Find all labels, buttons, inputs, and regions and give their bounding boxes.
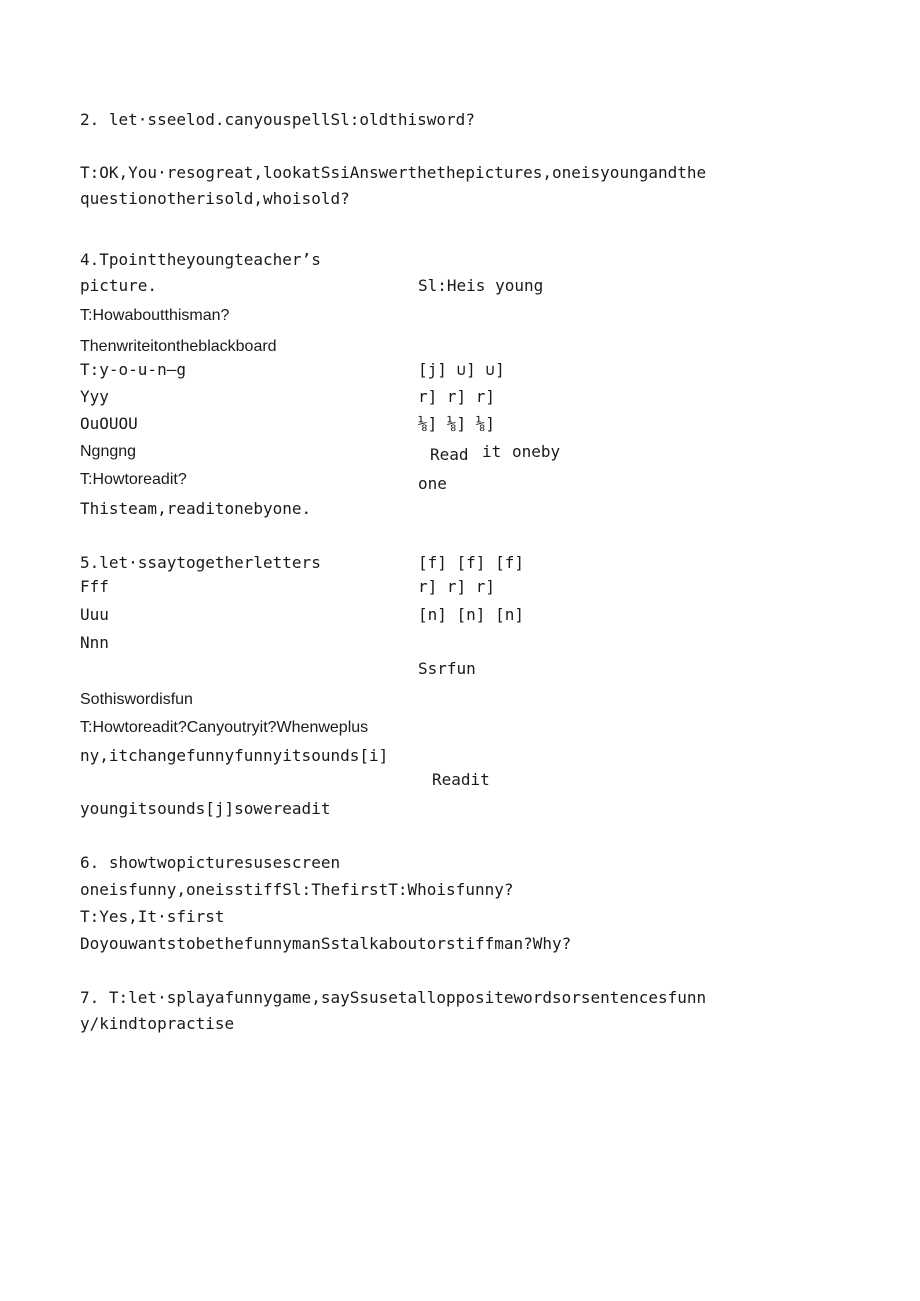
section-5-line-4: Nnn (80, 633, 109, 652)
section-3-line-1: T:OK,You·resogreat,lookatSsiAnswerthethepictures,oneisyoungandthe (80, 163, 707, 182)
section-4-line-4: Thenwriteitontheblackboard (80, 338, 277, 355)
section-5-line-6: Sothiswordisfun (80, 691, 193, 708)
section-4-line-3: T:Howaboutthisman? (80, 307, 230, 324)
section-5-line-2-right: r] r] r] (418, 577, 496, 596)
section-4-line-8-right-read: Read (430, 445, 469, 464)
section-4-line-2-right: Sl:Heis young (418, 276, 544, 295)
section-4-line-8: Ngngng (80, 443, 137, 460)
section-6-line-4: DoyouwantstobethefunnymanSstalkaboutorstiffman?Why? (80, 934, 572, 953)
section-5-line-2: Fff (80, 577, 109, 596)
section-5-line-7: T:Howtoreadit?Canyoutryit?Whenweplus (80, 719, 369, 736)
section-7-line-2: y/kindtopractise (80, 1014, 235, 1033)
section-6-line-1: 6. showtwopicturesusescreen (80, 853, 341, 872)
section-4-line-9-right: one (418, 474, 447, 493)
section-4-line-2: picture. (80, 276, 158, 295)
section-6-line-2: oneisfunny,oneisstiffSl:ThefirstT:Whoisfunny? (80, 880, 514, 899)
section-4-line-1: 4.Tpointtheyoungteacher’s (80, 250, 321, 269)
section-5-line-3: Uuu (80, 605, 109, 624)
section-5-line-3-right: [n] [n] [n] (418, 605, 524, 624)
section-5-line-10: youngitsounds[j]sowereadit (80, 799, 331, 818)
section-5-line-5-right: Ssrfun (418, 659, 476, 678)
section-4-line-6-right: r] r] r] (418, 387, 496, 406)
section-6-line-3: T:Yes,It·sfirst (80, 907, 225, 926)
section-5-line-9-right: Readit (432, 770, 490, 789)
section-5-line-8: ny,itchangefunnyfunnyitsounds[i] (80, 746, 389, 765)
section-4-line-7-right: ⅛] ⅛] ⅛] (418, 414, 496, 433)
section-5-line-1-right: [f] [f] [f] (418, 553, 524, 572)
section-7-line-1: 7. T:let·splayafunnygame,saySsusetalloppositewordsorsentencesfunn (80, 988, 707, 1007)
section-2-line-1: 2. let·sseelod.canyouspellSl:oldthisword? (80, 110, 475, 129)
section-4-line-8-right-it: it (482, 442, 502, 461)
section-4-line-5-right: [j] ∪] ∪] (418, 360, 505, 379)
section-4-line-7: OuOUOU (80, 414, 138, 433)
section-3-line-2: questionotherisold,whoisold? (80, 189, 350, 208)
section-4-line-5: T:y-o-u-n—g (80, 360, 186, 379)
section-4-line-8-right-oneby: oneby (512, 442, 561, 461)
section-4-line-6: Yyy (80, 387, 109, 406)
section-4-line-9: T:Howtoreadit? (80, 471, 187, 488)
section-4-line-10: Thisteam,readitonebyone. (80, 499, 312, 518)
section-5-line-1: 5.let·ssaytogetherletters (80, 553, 321, 572)
